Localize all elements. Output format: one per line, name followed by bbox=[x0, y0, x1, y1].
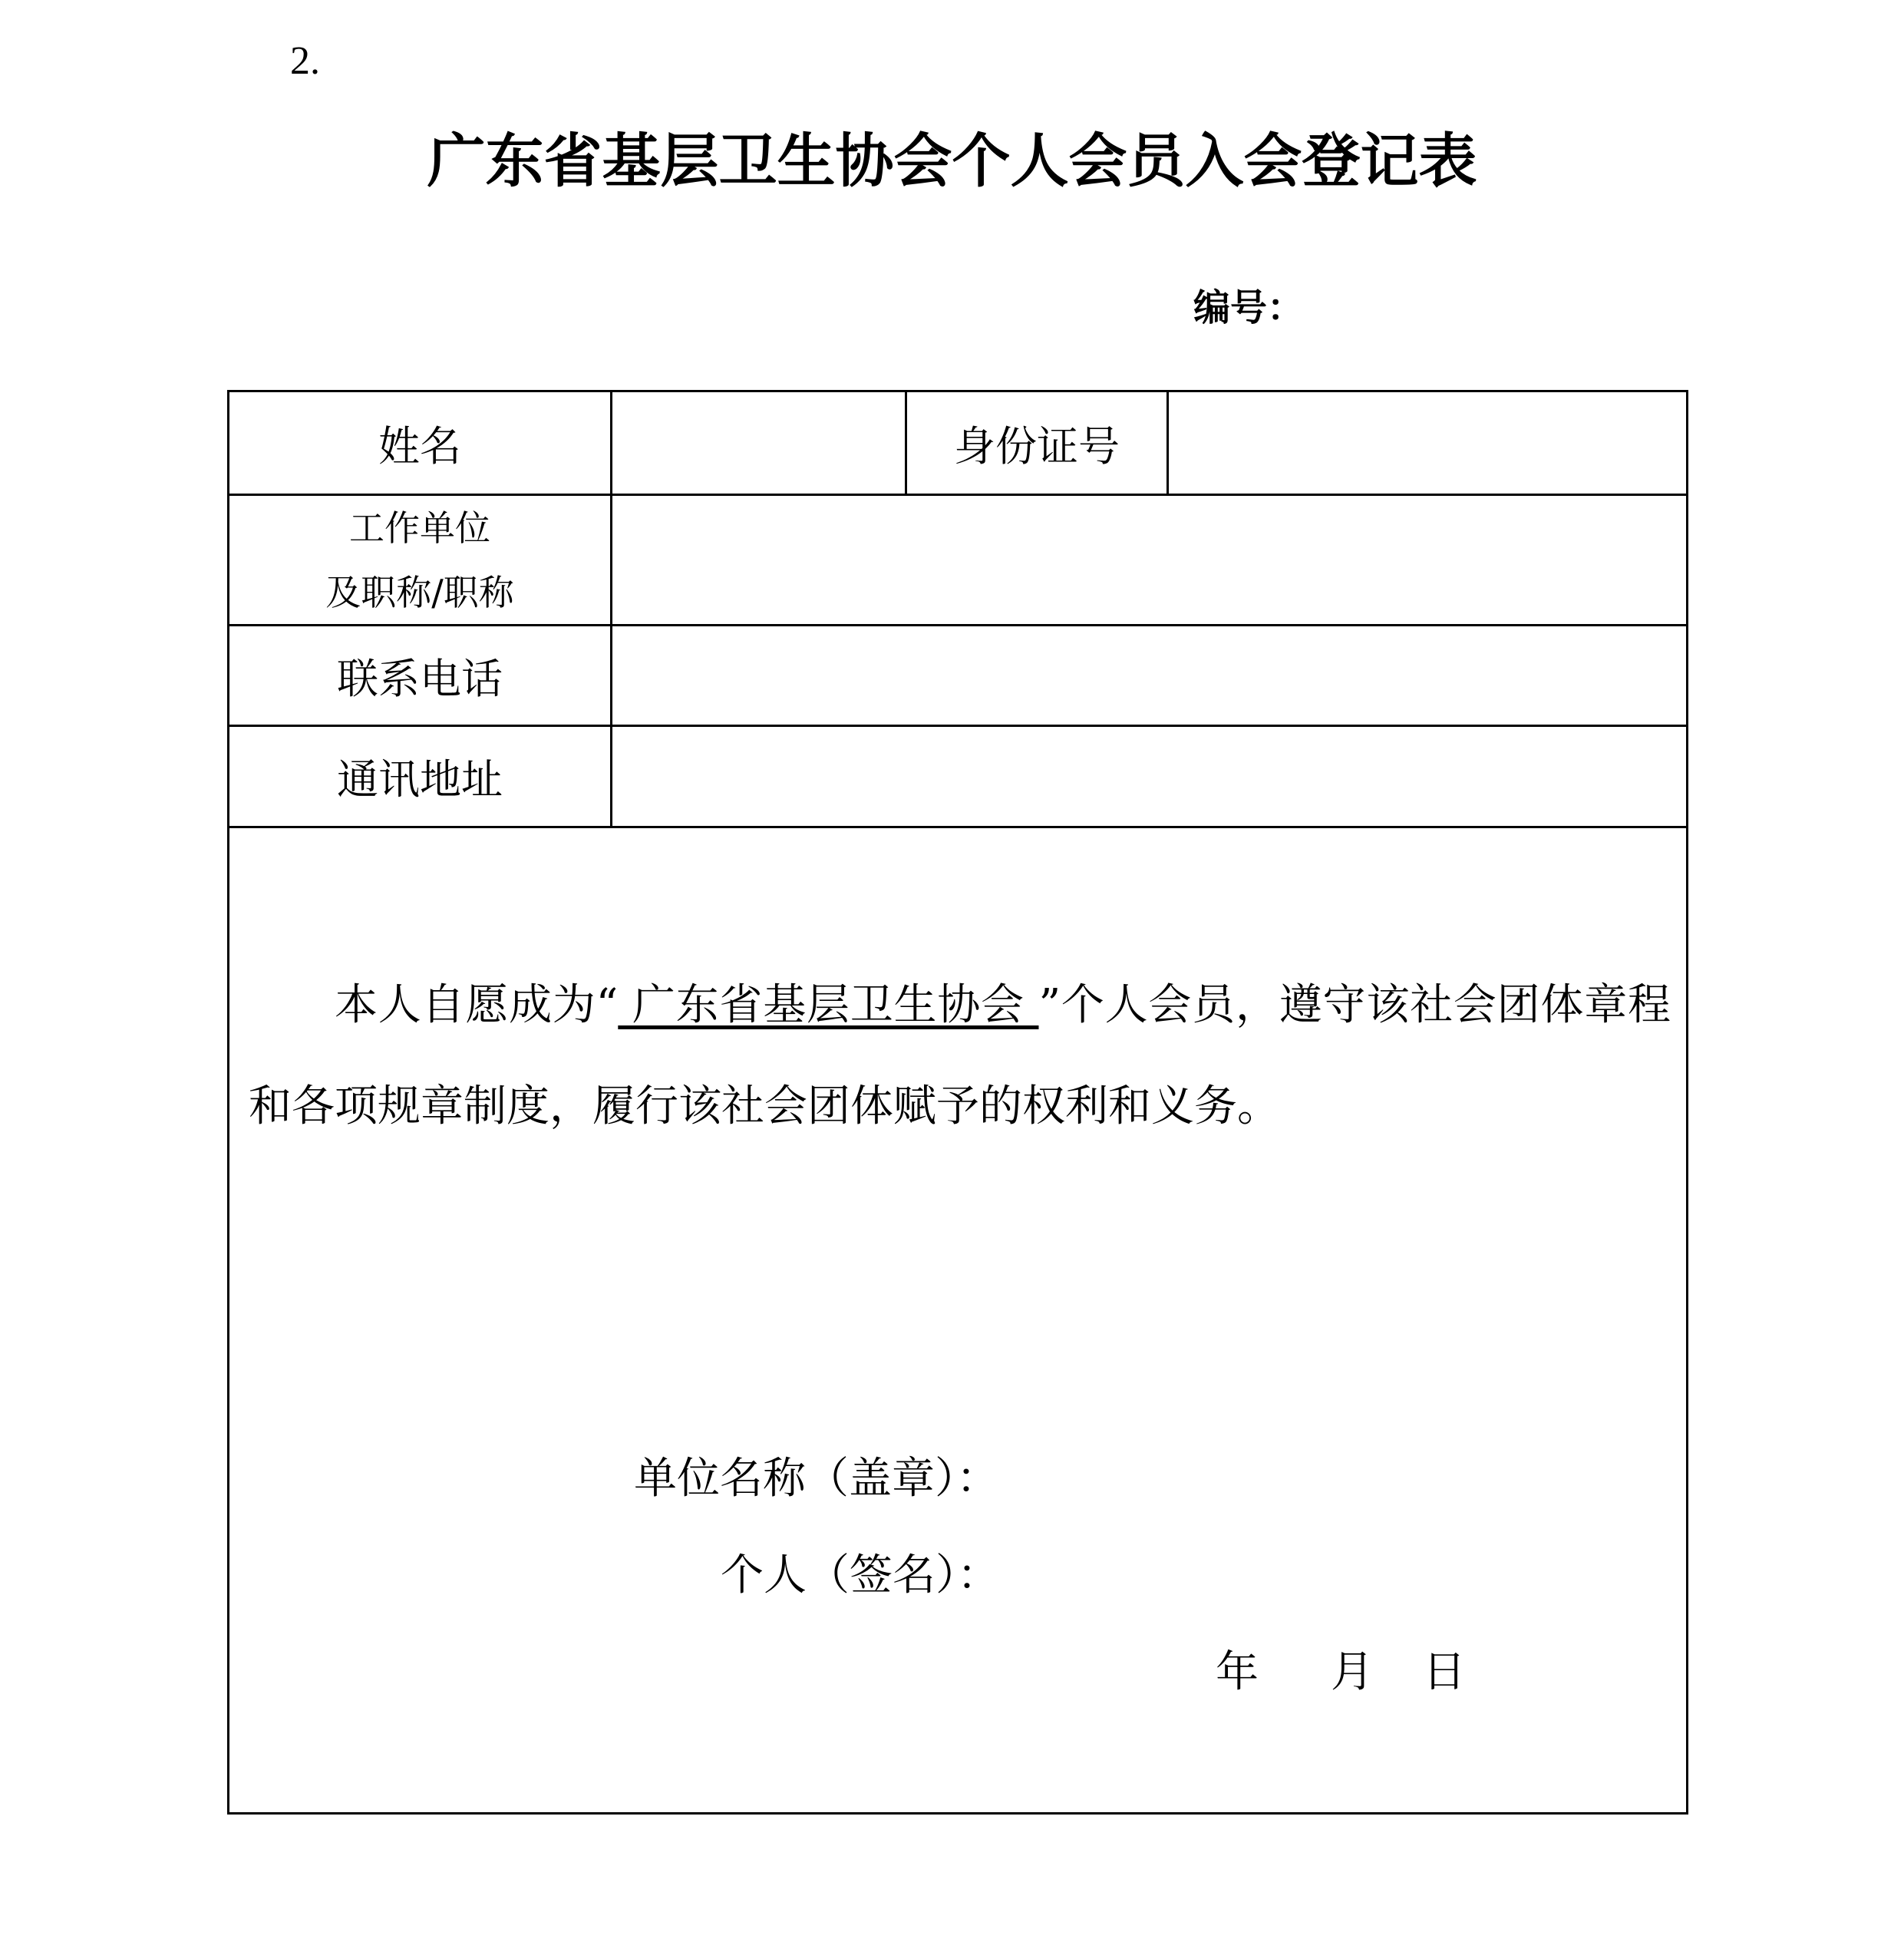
form-title: 广东省基层卫生协会个人会员入会登记表 bbox=[427, 127, 1477, 195]
serial-number-label: 编号： bbox=[1193, 286, 1305, 329]
workplace-label-line2: 及职称/职称 bbox=[325, 571, 514, 613]
date-year-label: 年 bbox=[1216, 1647, 1259, 1697]
date-day-label: 日 bbox=[1423, 1647, 1466, 1697]
personal-signature-field[interactable] bbox=[1012, 1545, 1642, 1607]
declaration-text-before: 本人自愿成为“ bbox=[335, 980, 619, 1030]
organization-name: 广东省基层卫生协会 bbox=[618, 980, 1039, 1030]
declaration-section bbox=[229, 828, 1686, 1812]
workplace-field[interactable] bbox=[612, 496, 1686, 624]
workplace-label bbox=[229, 496, 610, 624]
workplace-label-line1: 工作单位 bbox=[349, 507, 490, 549]
phone-label: 联系电话 bbox=[337, 654, 503, 703]
name-field[interactable] bbox=[612, 392, 905, 494]
name-label: 姓名 bbox=[378, 421, 461, 471]
page-number: 2. bbox=[290, 39, 320, 83]
personal-signature-label: 个人（签名）： bbox=[721, 1550, 1000, 1600]
id-number-field[interactable] bbox=[1169, 392, 1686, 494]
id-number-label: 身份证号 bbox=[954, 421, 1120, 471]
unit-seal-field[interactable] bbox=[1012, 1448, 1642, 1510]
phone-field[interactable] bbox=[612, 626, 1686, 725]
declaration-text bbox=[249, 955, 1671, 1157]
address-field[interactable] bbox=[612, 727, 1686, 826]
address-label: 通讯地址 bbox=[337, 755, 503, 804]
date-month-label: 月 bbox=[1331, 1647, 1374, 1697]
registration-form bbox=[227, 390, 1688, 1815]
declaration-text-after: ”个人会员，遵守该社会团体章程和各项规章制度，履行该社会团体赋予的权利和义务。 bbox=[249, 980, 1671, 1131]
unit-seal-label: 单位名称（盖章）： bbox=[634, 1454, 999, 1504]
